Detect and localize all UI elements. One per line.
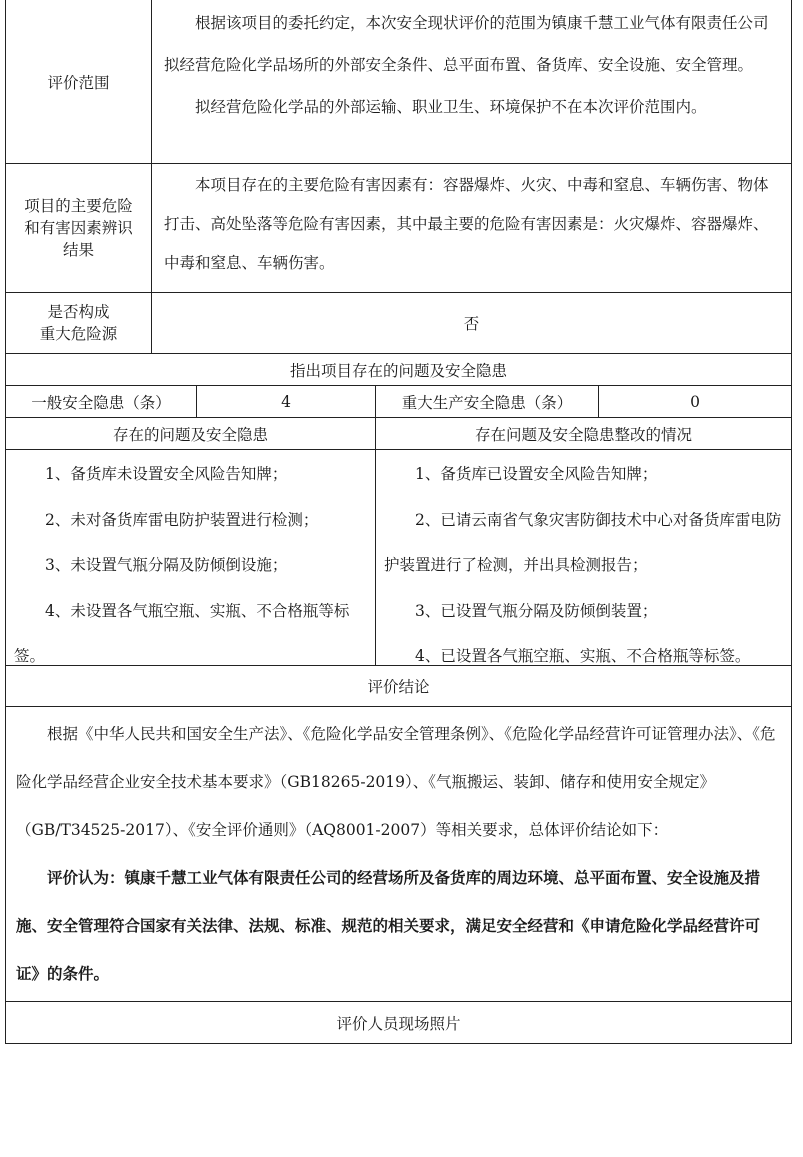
conclusion-verdict: 评价认为：镇康千慧工业气体有限责任公司的经营场所及备货库的周边环境、总平面布置、安全设施及措施、安全管理符合国家有关法律、法规、标准、规范的相关要求，满足安全经营和《申请危险化学品经营许可证》的条件。 xyxy=(16,868,761,983)
general-hazard-label-text: 一般安全隐患（条） xyxy=(31,393,171,412)
major-hazard-label xyxy=(6,293,151,353)
major-hidden-danger-count xyxy=(599,386,791,417)
hazards-text: 本项目存在的主要危险有害因素有：容器爆炸、火灾、中毒和窒息、车辆伤害、物体打击、高处坠落等危险有害因素，其中最主要的危险有害因素是：火灾爆炸、容器爆炸、中毒和窒息、车辆伤害。 xyxy=(164,176,769,272)
scope-label xyxy=(6,0,151,163)
list-item: 3、未设置气瓶分隔及防倾倒设施； xyxy=(45,556,288,574)
hazards-label-line: 项目的主要危险 xyxy=(24,197,133,215)
problems-list xyxy=(6,452,375,680)
major-hazard-value-text: 否 xyxy=(463,315,480,333)
fixes-column-header xyxy=(376,418,791,449)
hazards-label xyxy=(6,164,151,292)
list-item: 2、未对备货库雷电防护装置进行检测； xyxy=(45,510,319,529)
list-item: 4、已设置各气瓶空瓶、实瓶、不合格瓶等标签。 xyxy=(415,647,751,665)
scope-paragraph: 根据该项目的委托约定，本次安全现状评价的范围为镇康千慧工业气体有限责任公司拟经营危险化学品场所的外部安全条件、总平面布置、备货库、安全设施、安全管理。 xyxy=(164,14,769,74)
major-hazard-label-line: 是否构成 xyxy=(47,303,110,321)
general-hazard-label xyxy=(6,386,196,417)
issues-title xyxy=(6,354,791,385)
list-item: 1、备货库未设置安全风险告知牌； xyxy=(45,465,288,483)
problems-column-header xyxy=(6,418,375,449)
general-hazard-count-text: 4 xyxy=(281,392,291,411)
major-hidden-danger-count-text: 0 xyxy=(690,392,700,411)
major-hazard-label-line: 重大危险源 xyxy=(39,325,118,343)
conclusion-body xyxy=(6,710,791,998)
fixes-column-header-text: 存在问题及安全隐患整改的情况 xyxy=(474,425,692,444)
hazards-label-line: 和有害因素辨识 xyxy=(24,219,133,237)
conclusion-title xyxy=(6,666,791,706)
general-hazard-count xyxy=(197,386,375,417)
photos-title-text: 评价人员现场照片 xyxy=(336,1014,461,1033)
hazards-label-line: 结果 xyxy=(62,241,94,259)
fixes-list xyxy=(376,452,791,680)
list-item: 2、已请云南省气象灾害防御技术中心对备货库雷电防护装置进行了检测，并出具检测报告； xyxy=(384,510,782,574)
hazards-content xyxy=(152,166,791,283)
issues-title-text: 指出项目存在的问题及安全隐患 xyxy=(289,361,507,380)
photos-title xyxy=(6,1002,791,1043)
list-item: 3、已设置气瓶分隔及防倾倒装置； xyxy=(415,601,658,620)
list-item: 1、备货库已设置安全风险告知牌； xyxy=(415,465,658,483)
scope-content xyxy=(152,2,791,128)
problems-column-header-text: 存在的问题及安全隐患 xyxy=(112,425,268,444)
conclusion-basis: 根据《中华人民共和国安全生产法》、《危险化学品安全管理条例》、《危险化学品经营许可证管理办法》、《危险化学品经营企业安全技术基本要求》（GB18265-2019）、《气瓶搬运、装卸、储存和使用安全规定》（GB/T34525-2017）、《安全评价通则》（AQ8001-2007）等相关要求，总体评价结论如下： xyxy=(16,725,776,839)
major-hidden-danger-label-text: 重大生产安全隐患（条） xyxy=(401,393,573,412)
major-hidden-danger-label xyxy=(376,386,598,417)
major-hazard-value xyxy=(152,293,791,353)
scope-label-text: 评价范围 xyxy=(47,73,110,92)
list-item: 4、未设置各气瓶空瓶、实瓶、不合格瓶等标签。 xyxy=(14,601,350,665)
scope-paragraph: 拟经营危险化学品的外部运输、职业卫生、环境保护不在本次评价范围内。 xyxy=(195,98,707,116)
conclusion-title-text: 评价结论 xyxy=(367,678,430,696)
